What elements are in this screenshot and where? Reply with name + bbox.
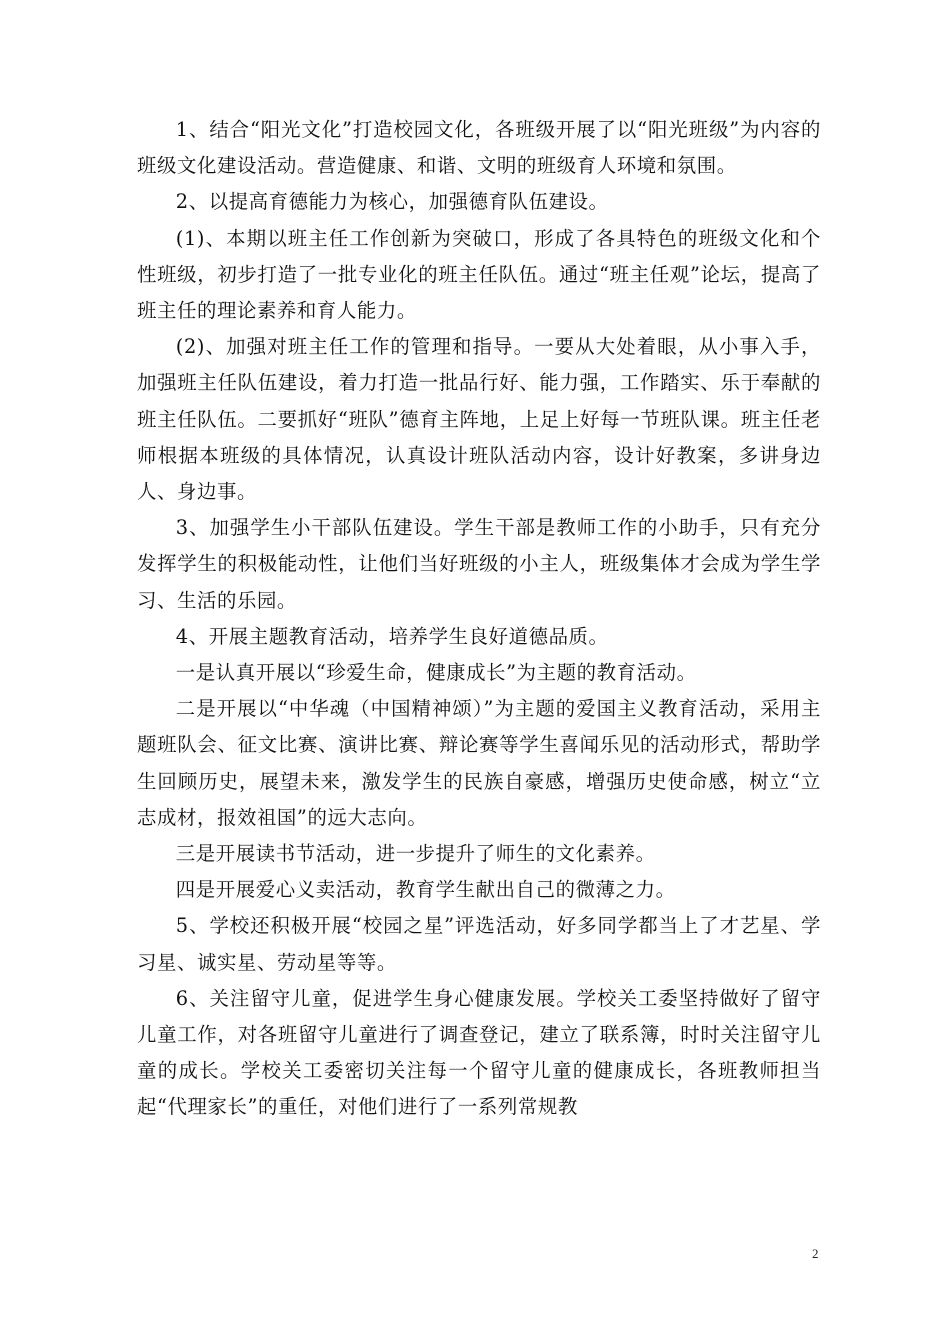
paragraph-3: (1)、本期以班主任工作创新为突破口，形成了各具特色的班级文化和个性班级，初步打造了一批专业化的班主任队伍。通过“班主任观”论坛，提高了班主任的理论素养和育人能力。 [137, 226, 821, 323]
document-body [137, 112, 821, 1126]
paragraph-6: 4、开展主题教育活动，培养学生良好道德品质。 [175, 624, 609, 648]
paragraph-9: 三是开展读书节活动，进一步提升了师生的文化素养。 [175, 842, 656, 866]
paragraph-2: 2、以提高育德能力为核心，加强德育队伍建设。 [175, 190, 609, 214]
paragraph-5: 3、加强学生小干部队伍建设。学生干部是教师工作的小助手，只有充分发挥学生的积极能动性，让他们当好班级的小主人，班级集体才会成为学生学习、生活的乐园。 [137, 516, 821, 612]
page-number: 2 [812, 1246, 819, 1261]
paragraph-10: 四是开展爱心义卖活动，教育学生献出自己的微薄之力。 [175, 878, 676, 902]
paragraph-7: 一是认真开展以“珍爱生命，健康成长”为主题的教育活动。 [175, 661, 697, 685]
paragraph-1: 1、结合“阳光文化”打造校园文化，各班级开展了以“阳光班级”为内容的班级文化建设活动。营造健康、和谐、文明的班级育人环境和氛围。 [137, 118, 821, 178]
paragraph-8: 二是开展以“中华魂（中国精神颂）”为主题的爱国主义教育活动，采用主题班队会、征文比赛、演讲比赛、辩论赛等学生喜闻乐见的活动形式，帮助学生回顾历史，展望未来，激发学生的民族自豪感，增强历史使命感，树立“立志成材，报效祖国”的远大志向。 [137, 697, 821, 829]
paragraph-4: (2)、加强对班主任工作的管理和指导。一要从大处着眼，从小事入手，加强班主任队伍建设，着力打造一批品行好、能力强，工作踏实、乐于奉献的班主任队伍。二要抓好“班队”德育主阵地，上足上好每一节班队课。班主任老师根据本班级的具体情况，认真设计班队活动内容，设计好教案，多讲身边人、身边事。 [137, 335, 821, 504]
paragraph-12: 6、关注留守儿童，促进学生身心健康发展。学校关工委坚持做好了留守儿童工作，对各班留守儿童进行了调查登记，建立了联系簿，时时关注留守儿童的成长。学校关工委密切关注每一个留守儿童的健康成长，各班教师担当起“代理家长”的重任，对他们进行了一系列常规教 [137, 986, 821, 1119]
paragraph-11: 5、学校还积极开展“校园之星”评选活动，好多同学都当上了才艺星、学习星、诚实星、劳动星等等。 [137, 914, 821, 974]
